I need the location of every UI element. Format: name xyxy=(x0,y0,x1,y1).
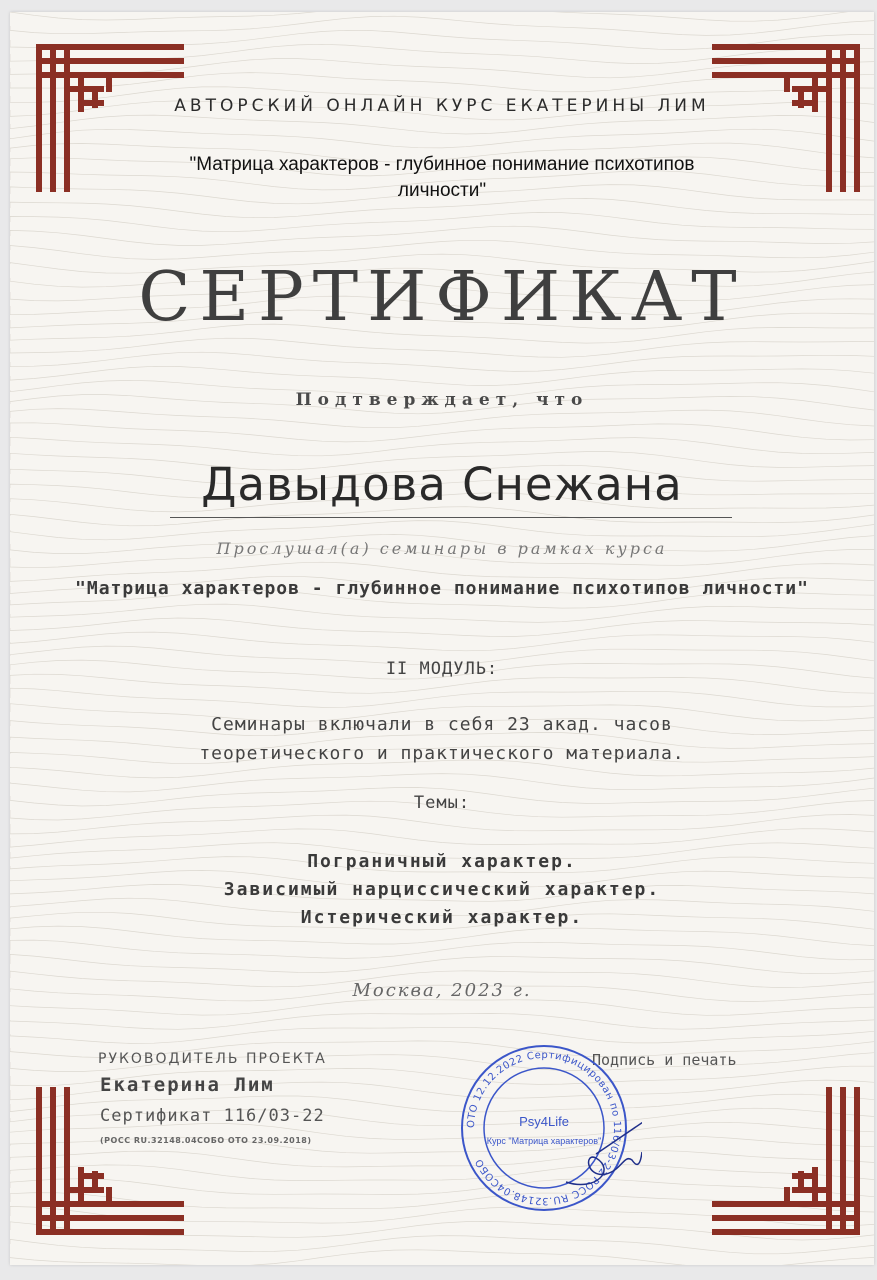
corner-ornament-bottom-right xyxy=(712,1087,860,1235)
project-head-certificate: Сертификат 116/03-22 xyxy=(100,1106,325,1126)
seminars-description: Семинары включали в себя 23 акад. часов теоретического и практического материала. xyxy=(199,714,685,764)
listened-text: Прослушал(а) семинары в рамках курса xyxy=(216,539,668,558)
svg-text:Курс "Матрица характеров": Курс "Матрица характеров" xyxy=(486,1136,602,1146)
svg-text:Psy4Life: Psy4Life xyxy=(519,1114,569,1129)
project-head-name: Екатерина Лим xyxy=(100,1074,275,1096)
registration-number: (РОСС RU.32148.04СОБО ОТО 23.09.2018) xyxy=(100,1136,312,1145)
course-name: "Матрица характеров - глубинное понимание психотипов личности" xyxy=(75,578,809,599)
course-title-top: "Матрица характеров - глубинное понимание психотипов личности" xyxy=(189,154,695,201)
themes-list xyxy=(10,848,874,932)
themes-label: Темы: xyxy=(413,793,471,813)
svg-text:ОТО 12.12.2022 Сертифицирован: ОТО 12.12.2022 Сертифицирован по 116/03-22 РОСС RU.32148.04СОБО xyxy=(465,1049,623,1207)
name-underline xyxy=(170,517,732,518)
city-year: Москва, 2023 г. xyxy=(352,980,532,1001)
certificate-sheet xyxy=(10,12,874,1265)
author-course-line: АВТОРСКИЙ ОНЛАЙН КУРС ЕКАТЕРИНЫ ЛИМ xyxy=(174,96,710,116)
project-head-label: РУКОВОДИТЕЛЬ ПРОЕКТА xyxy=(98,1051,327,1067)
module-label: II МОДУЛЬ: xyxy=(385,659,499,679)
theme-item: Истерический характер. xyxy=(300,907,584,928)
confirms-text: Подтверждает, что xyxy=(295,390,589,410)
signature-label: Подпись и печать xyxy=(592,1051,737,1069)
seal-stamp xyxy=(446,1042,642,1214)
recipient-name: Давыдова Снежана xyxy=(201,458,683,511)
theme-item: Зависимый нарциссический характер. xyxy=(223,879,661,900)
theme-item: Пограничный характер. xyxy=(307,851,577,872)
certificate-title: СЕРТИФИКАТ xyxy=(138,258,746,337)
